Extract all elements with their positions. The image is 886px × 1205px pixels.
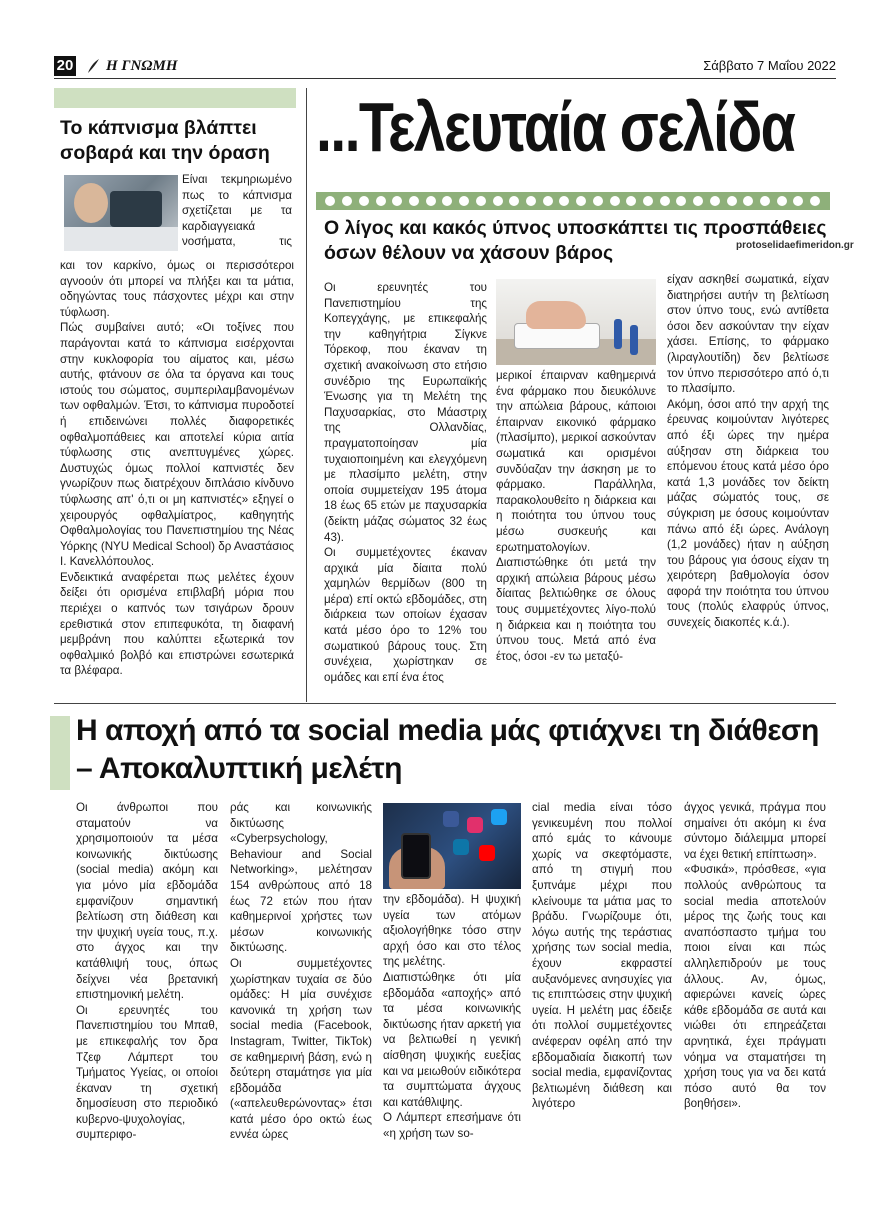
dots-band	[316, 192, 830, 210]
section-rule	[54, 703, 836, 704]
decorative-band	[54, 88, 296, 108]
social-column-1: Οι άνθρωποι που σταματούν να χρησιμοποιούν τα μέσα κοινωνικής δικτύωσης (social media) ακόμη και για μόνο μία εβδομάδα εμφανίζουν σημαντική βελτίωση στη διάθεση και την ψυχική υγεία τους, π.χ. στο άγχος και την κατάθλιψή τους, όπως δείχνει νέα βρετανική επιστημονική μελέτη. Οι ερευνητές του Πανεπιστημίου του Μπαθ, με επικεφαλής τον δρα Τζεφ Λάμπερτ του Τμήματος Υγείας, οι οποίοι έκαναν τη σχετική δημοσίευση στο περιοδικό κυβερνο-ψυχολογίας, συμπεριφο-	[76, 801, 218, 1142]
decorative-band	[50, 716, 70, 790]
watermark: protoselidaefimeridon.gr	[736, 240, 854, 251]
feather-logo-icon	[86, 58, 100, 74]
sleep-column-3: είχαν ασκηθεί σωματικά, είχαν διατηρήσει αυτήν τη βελτίωση στον ύπνο τους, ενώ αντίθετα όσοι δεν ασκούνταν την είχαν χάσει. Επίσης, το φάρμακο (λιραγλουτίδη) δεν βελτίωσε τον ύπνο περισσότερο από ό,τι το πλασίμπο. Ακόμη, όσοι από την αρχή της έρευνας κοιμούνταν λιγότερες από έξι ώρες την ημέρα αύξησαν στη διάρκεια του επόμενου έτους κατά μέσο όρο κατά 1,3 μονάδες τον δείκτη μάζας σώματός τους, σε σύγκριση με όσους κοιμούνταν πάνω από έξι ώρες. Ανάλογη (1,2 μονάδες) ήταν η αύξηση του βάρους για όσους είχαν τη χειρότερη βαθμολογία όσον αφορά την ποιότητα του ύπνου τους (πολύς ελαφρύς ύπνος, συνεχείς διακοπές κ.ά.).	[667, 273, 829, 630]
eye-exam-photo	[64, 175, 178, 251]
masthead	[86, 56, 206, 76]
social-media-photo	[383, 803, 521, 889]
section-title: ...Τελευταία σελίδα	[316, 88, 795, 166]
social-column-2: ράς και κοινωνικής δικτύωσης «Cyberpsychology, Behaviour and Social Networking», μελέτησαν 154 ανθρώπους από 18 έως 72 ετών που ήταν καθημερινοί χρήστες των μέσων κοινωνικής δικτύωσης. Οι συμμετέχοντες χωρίστηκαν τυχαία σε δύο ομάδες: Η μία συνέχισε κανονικά τη χρήση των social media (Facebook, Instagram, Twitter, TikTok) σε καθημερινή βάση, ενώ η δεύτερη σταμάτησε για μία εβδομάδα («απελευθερώνοντας» έτσι κατά μέσο όρο οκτώ έως εννέα ώρες	[230, 801, 372, 1142]
smoking-wrap-text: Είναι τεκμηριωμένο πως το κάπνισμα σχετίζεται με τα καρδιαγγειακά νοσήματα, τις	[182, 173, 292, 249]
header-rule	[54, 78, 836, 79]
column-divider	[306, 88, 307, 702]
social-column-3: την εβδομάδα). Η ψυχική υγεία των ατόμων αξιολογήθηκε τόσο στην αρχή όσο και στο τέλος της μελέτης. Διαπιστώθηκε ότι μία εβδομάδα «αποχής» από τα μέσα κοινωνικής δικτύωσης ήταν αρκετή για να βελτιωθεί η γενική αίσθηση ψυχικής ευεξίας και να μειωθούν ειδικότερα τα συμπτώματα άγχους και κατάθλιψης. Ο Λάμπερτ επεσήμανε ότι «η χρήση των so-	[383, 893, 521, 1140]
social-column-5: άγχος γενικά, πράγμα που σημαίνει ότι ακόμη κι ένα σύντομο διάλειμμα μπορεί να έχει θετική επίπτωση». «Φυσικά», πρόσθεσε, «για πολλούς ανθρώπους τα social media αποτελούν μέρος της ζωής τους και αναπόσπαστο τμήμα του ποιοι είναι και πώς αλληλεπιδρούν με τους άλλους. Αν, όμως, αφιερώνει κανείς ώρες κάθε εβδομάδα σε αυτά και νιώθει ότι επηρεάζεται αρνητικά, έχει πράγματι νόημα να σταματήσει τη χρήση τους για να δει κατά πόσο αυτό θα τον βοηθήσει».	[684, 801, 826, 1111]
issue-date: Σάββατο 7 Μαΐου 2022	[703, 58, 836, 73]
sleep-column-1: Οι ερευνητές του Πανεπιστημίου της Κοπεγχάγης, με επικεφαλής την καθηγήτρια Σίγκνε Τόρεκοφ, που έκαναν τη σχετική ανακοίνωση στο ετήσιο συνέδριο της Ευρωπαϊκής Ένωσης για τη Μελέτη της Παχυσαρκίας, στο Μάαστριχ της Ολλανδίας, πραγματοποίησαν μία τυχαιοποιημένη και ελεγχόμενη με πλασίμπο μελέτη, στην οποία συμμετείχαν 195 άτομα 18 έως 65 ετών με παχυσαρκία (δείκτη μάζας σώματος 32 έως 43). Οι συμμετέχοντες έκαναν αρχικά μία δίαιτα πολύ χαμηλών θερμίδων (800 τη μέρα) επί οκτώ εβδομάδες, στη διάρκεια των οποίων έχασαν κατά μέσο όρο το 12% του σωματικού βάρους τους. Στη συνέχεια, χωρίστηκαν σε ομάδες και επί ένα έτος	[324, 281, 487, 684]
scale-photo	[496, 279, 656, 365]
smoking-article-title: Το κάπνισμα βλάπτει σοβαρά και την όραση	[60, 117, 270, 164]
social-column-4: cial media είναι τόσο γενικευμένη που πολλοί από εμάς το κάνουμε χωρίς να σκεφτόμαστε, από τη στιγμή που ξυπνάμε μέχρι που κλείνουμε τα μάτια μας το βράδυ. Γνωρίζουμε ότι, λόγω αυτής της τεράστιας χρήσης των social media, έχουν εκφραστεί αυξανόμενες ανησυχίες για τις επιπτώσεις στην ψυχική υγεία. Η μελέτη μας έδειξε ότι πολλοί συμμετέχοντες ανέφεραν οφέλη από την εβδομαδιαία διακοπή των social media, εμφανίζοντας βελτιωμένη διάθεση και λιγότερο	[532, 801, 672, 1111]
sleep-article-title: Ο λίγος και κακός ύπνος υποσκάπτει τις προσπάθειες όσων θέλουν να χάσουν βάρος	[324, 217, 827, 264]
smoking-article-body: και τον καρκίνο, όμως οι περισσότεροι αγνοούν ότι μπορεί να πλήξει και τα μάτια, οδηγώντας τους πάσχοντες μέχρι και στην τύφλωση. Πώς συμβαίνει αυτό; «Οι τοξίνες που παράγονται κατά το κάπνισμα εισέρχονται στην κυκλοφορία του αίματος και, μέσω αυτής, φτάνουν σε όλα τα όργανα και τους ιστούς του σώματος, συμπεριλαμβανομένων των οφθαλμών. Έτσι, το κάπνισμα πυροδοτεί ή επιδεινώνει πολλές διαφορετικές οφθαλμοπάθειες και αποτελεί κύρια αιτία τύφλωσης στις ανεπτυγμένες χώρες. Δυστυχώς όμως πολλοί καπνιστές δεν γνωρίζουν πως διατρέχουν διπλάσιο κίνδυνο τύφλωσης απ' ό,τι οι μη καπνιστές» εξηγεί ο χειρουργός οφθαλμίατρος, καθηγητής Οφθαλμολογίας του Πανεπιστημίου της Νέας Υόρκης (NYU Medical School) δρ Αναστάσιος Ι. Κανελλόπουλος. Ενδεικτικά αναφέρεται πως μελέτες έχουν δείξει ότι ορισμένα επιβλαβή μόρια που περιέχει ο καπνός των τσιγάρων δρουν ερεθιστικά στον επιπεφυκότα, τη διαφανή μεμβράνη που καλύπτει εξωτερικά τον οφθαλμικό βολβό και επιστρώνει εσωτερικά τα βλέφαρα.	[60, 259, 294, 678]
page-number: 20	[54, 56, 76, 76]
masthead-title: Η ΓΝΩΜΗ	[106, 58, 178, 74]
sleep-column-2: μερικοί έπαιρναν καθημερινά ένα φάρμακο που διευκόλυνε την απώλεια βάρους, κάποιοι έπαιρναν εικονικό φάρμακο (πλασίμπο), μερικοί ασκούνταν σωματικά και ορισμένοι συνδύαζαν την άσκηση με το φάρμακο. Παράλληλα, παρακολουθείτο η διάρκεια και η ποιότητα του ύπνου τους μέσω συσκευής και ερωτηματολογίων. Διαπιστώθηκε ότι μετά την αρχική απώλεια βάρους μέσω δίαιτας βελτιώθηκε σε όλους τους συμμετέχοντες λίγο-πολύ η διάρκεια και η ποιότητα του ύπνου τους. Μετά από ένα έτος, όσοι -εν τω μεταξύ-	[496, 369, 656, 663]
social-article-title: Η αποχή από τα social media μάς φτιάχνει τη διάθεση – Αποκαλυπτική μελέτη	[76, 714, 819, 785]
